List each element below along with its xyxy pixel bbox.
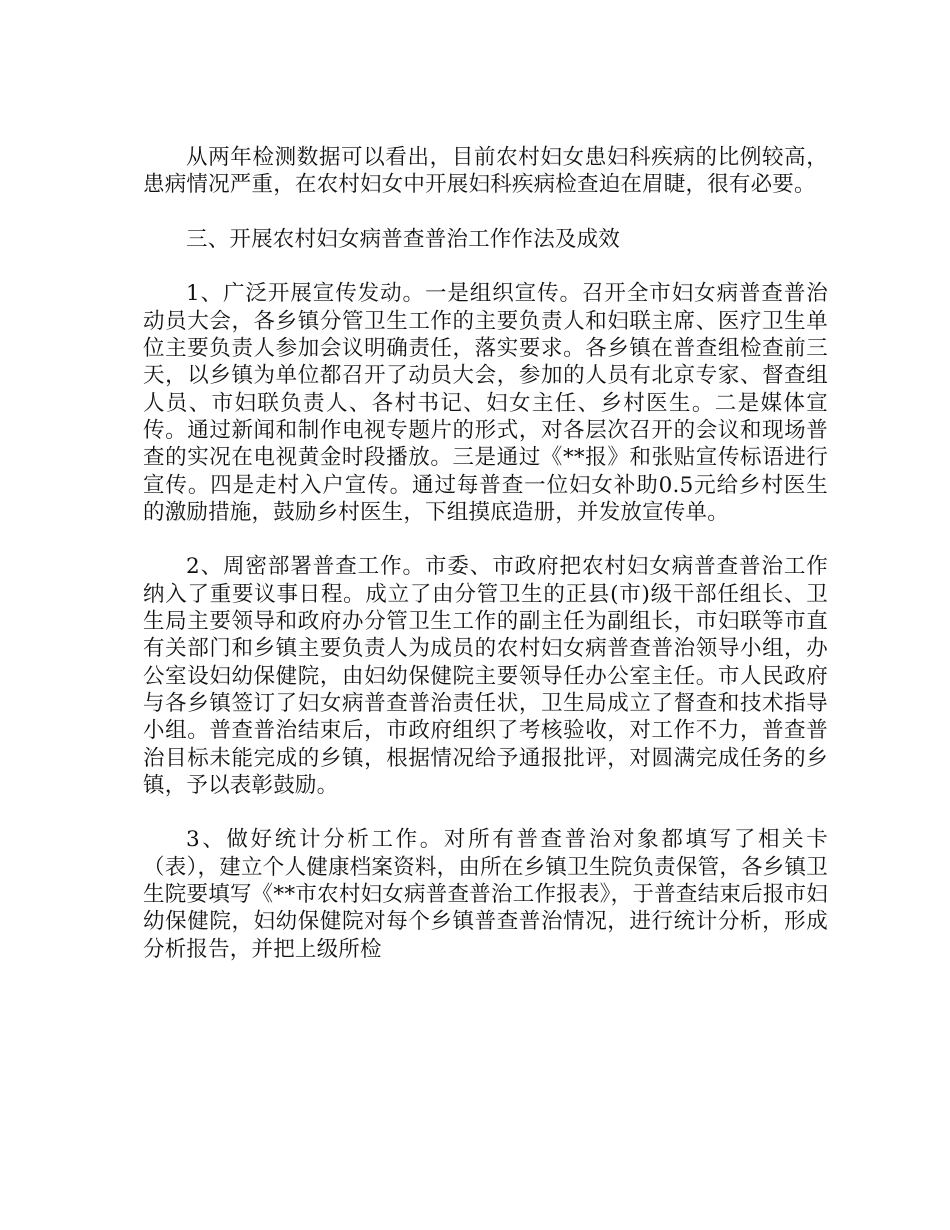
- paragraph-statistics: 3、做好统计分析工作。对所有普查普治对象都填写了相关卡（表），建立个人健康档案资料，由所在乡镇卫生院负责保管，各乡镇卫生院要填写《**市农村妇女病普查普治工作报表》，于普查结束后报市妇幼保健院，妇幼保健院对每个乡镇普查普治情况，进行统计分析，形成分析报告，并把上级所检: [143, 827, 828, 962]
- section-heading: 三、开展农村妇女病普查普治工作作法及成效: [186, 226, 621, 252]
- paragraph-publicity: 1、广泛开展宣传发动。一是组织宣传。召开全市妇女病普查普治动员大会，各乡镇分管卫生工作的主要负责人和妇联主席、医疗卫生单位主要负责人参加会议明确责任，落实要求。各乡镇在普查组检查前三天，以乡镇为单位都召开了动员大会，参加的人员有北京专家、督查组人员、市妇联负责人、各村书记、妇女主任、乡村医生。二是媒体宣传。通过新闻和制作电视专题片的形式，对各层次召开的会议和现场普查的实况在电视黄金时段播放。三是通过《**报》和张贴宣传标语进行宣传。四是走村入户宣传。通过每普查一位妇女补助0.5元给乡村医生的激励措施，鼓励乡村医生，下组摸底造册，并发放宣传单。: [143, 281, 828, 525]
- paragraph-intro: 从两年检测数据可以看出，目前农村妇女患妇科疾病的比例较高，患病情况严重，在农村妇女中开展妇科疾病检查迫在眉睫，很有必要。: [143, 145, 828, 198]
- paragraph-deployment: 2、周密部署普查工作。市委、市政府把农村妇女病普查普治工作纳入了重要议事日程。成立了由分管卫生的正县(市)级干部任组长、卫生局主要领导和政府办分管卫生工作的副主任为副组长，市妇联等市直有关部门和乡镇主要负责人为成员的农村妇女病普查普治领导小组，办公室设妇幼保健院，由妇幼保健院主要领导任办公室主任。市人民政府与各乡镇签订了妇女病普查普治责任状，卫生局成立了督查和技术指导小组。普查普治结束后，市政府组织了考核验收，对工作不力，普查普治目标未能完成的乡镇，根据情况给予通报批评，对圆满完成任务的乡镇，予以表彰鼓励。: [143, 554, 828, 798]
- document-page: [143, 144, 828, 990]
